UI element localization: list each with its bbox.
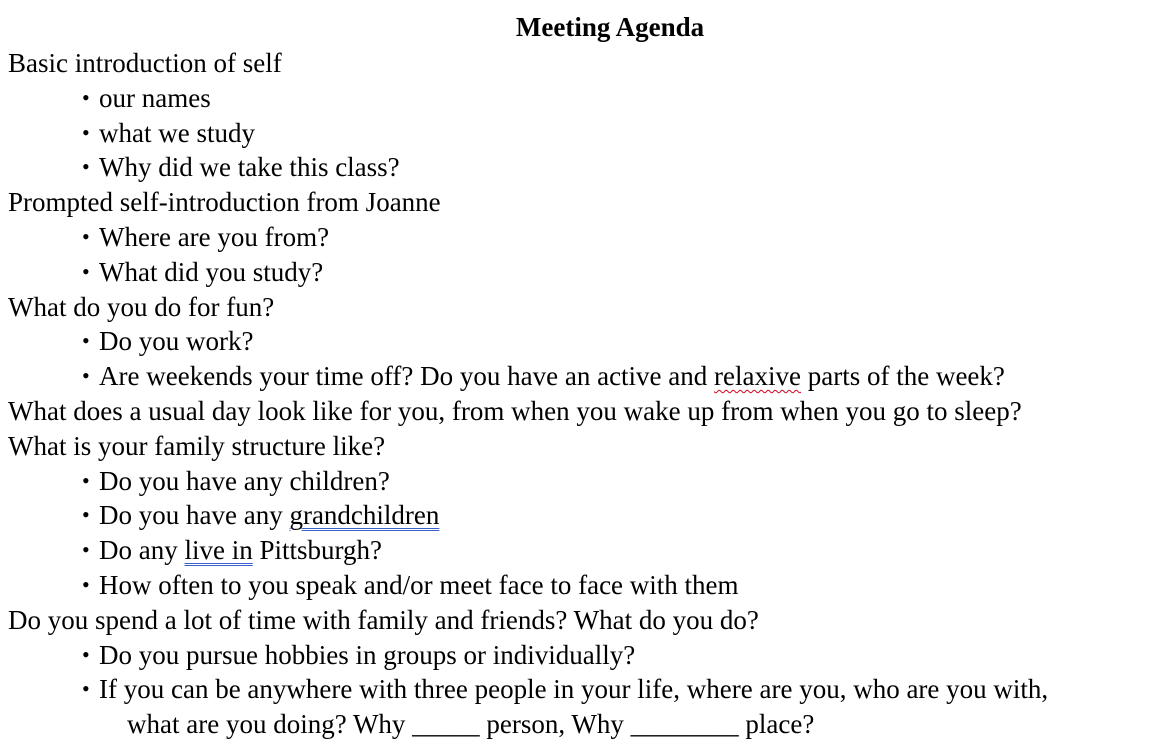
bullet-list	[8, 464, 1174, 603]
list-item-text: Do you pursue hobbies in groups or individually?	[99, 639, 636, 670]
section-heading: What does a usual day look like for you, from when you wake up from when you go to sleep?	[8, 395, 1022, 426]
list-item	[8, 324, 1174, 359]
list-item	[8, 672, 1174, 707]
bullet-icon: •	[82, 84, 90, 110]
spelling-flagged-word[interactable]: relaxive	[714, 361, 801, 392]
bullet-icon: •	[82, 571, 90, 597]
list-item-text-after: Pittsburgh?	[252, 535, 382, 566]
page-title: Meeting Agenda	[515, 12, 705, 42]
list-item	[8, 568, 1174, 603]
list-item	[8, 116, 1174, 151]
section-heading: Do you spend a lot of time with family and friends? What do you do?	[8, 604, 759, 635]
bullet-list	[8, 220, 1174, 290]
list-item-text: How often to you speak and/or meet face to face with them	[99, 569, 739, 600]
bullet-icon: •	[82, 223, 90, 249]
list-item-text: our names	[99, 82, 211, 113]
list-item	[8, 638, 1174, 673]
list-item-text-before: Do any	[99, 535, 185, 566]
list-item-text-before: Are weekends your time off? Do you have an active and	[99, 361, 715, 392]
list-item-text-after: parts of the week?	[800, 361, 1005, 392]
bullet-list	[8, 638, 1174, 708]
section-heading: Prompted self-introduction from Joanne	[8, 187, 441, 218]
list-item-text: Why did we take this class?	[99, 152, 400, 183]
section-heading: What do you do for fun?	[8, 291, 275, 322]
bullet-icon: •	[82, 676, 90, 702]
bullet-icon: •	[82, 467, 90, 493]
bullet-icon: •	[82, 641, 90, 667]
list-item-text: what we study	[99, 117, 255, 148]
list-item	[8, 359, 1174, 394]
bullet-icon: •	[82, 328, 90, 354]
section-heading: What is your family structure like?	[8, 430, 386, 461]
list-item-text-before: Do you have any	[99, 500, 290, 531]
bullet-icon: •	[82, 363, 90, 389]
list-item	[8, 150, 1174, 185]
list-item-text: Where are you from?	[99, 221, 330, 252]
section-heading: Basic introduction of self	[8, 48, 282, 78]
list-item	[8, 498, 1174, 533]
list-item-continuation: what are you doing? Why _____ person, Why ________ place?	[127, 709, 815, 740]
list-item	[8, 255, 1174, 290]
grammar-flagged-word[interactable]: grandchildren	[289, 500, 440, 531]
list-item-text: What did you study?	[99, 256, 324, 287]
grammar-flagged-phrase[interactable]: live in	[184, 535, 253, 566]
list-item-text: Do you work?	[99, 326, 254, 357]
bullet-icon: •	[82, 537, 90, 563]
list-item	[8, 533, 1174, 568]
bullet-icon: •	[82, 258, 90, 284]
list-item-text: If you can be anywhere with three people in your life, where are you, who are you with,	[99, 674, 1049, 705]
list-item	[8, 81, 1174, 116]
list-item	[8, 464, 1174, 499]
list-item	[8, 220, 1174, 255]
bullet-list	[8, 324, 1174, 394]
bullet-icon: •	[82, 119, 90, 145]
bullet-list	[8, 81, 1174, 185]
list-item-text: Do you have any children?	[99, 465, 390, 496]
bullet-icon: •	[82, 502, 90, 528]
bullet-icon: •	[82, 154, 90, 180]
